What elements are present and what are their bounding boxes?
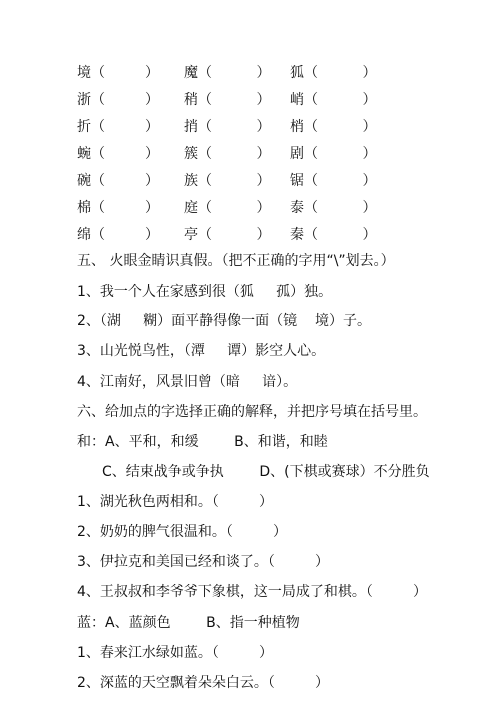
char-cell: 狐（ ） <box>290 65 377 81</box>
section-5-item: 2、（湖 糊）面平静得像一面（镜 境）子。 <box>77 313 371 329</box>
char-cell: 绵（ ） <box>77 227 160 243</box>
he-question: 2、奶奶的脾气很温和。（ ） <box>77 524 287 540</box>
char-cell: 庭（ ） <box>184 200 271 216</box>
char-cell: 梢（ ） <box>290 119 377 135</box>
char-cell: 蜿（ ） <box>77 146 160 162</box>
section-6-heading: 六、给加点的字选择正确的解释，并把序号填在括号里。 <box>77 404 427 420</box>
section-5-item: 1、我一个人在家感到很（狐 孤）独。 <box>77 284 333 300</box>
he-definitions-line: C、结束战争或争执 D、(下棋或赛球）不分胜负 <box>102 464 430 480</box>
char-cell: 捎（ ） <box>184 119 271 135</box>
char-cell: 亭（ ） <box>184 227 271 243</box>
char-cell: 境（ ） <box>77 65 160 81</box>
char-row <box>0 224 500 246</box>
char-cell: 棉（ ） <box>77 200 160 216</box>
char-cell: 折（ ） <box>77 119 160 135</box>
section-5-item: 4、江南好，风景旧曾（暗 谙）。 <box>77 374 298 390</box>
char-cell: 剧（ ） <box>290 146 377 162</box>
char-cell: 族（ ） <box>184 173 271 189</box>
char-cell: 泰（ ） <box>290 200 377 216</box>
he-definitions-line: 和：A、平和，和缓 B、和谐，和睦 <box>77 434 328 450</box>
he-question: 1、湖光秋色两相和。（ ） <box>77 494 273 510</box>
section-5-item: 3、山光悦鸟性，（潭 谭）影空人心。 <box>77 343 326 359</box>
char-cell: 簇（ ） <box>184 146 271 162</box>
char-cell: 浙（ ） <box>77 92 160 108</box>
he-question: 4、王叔叔和李爷爷下象棋，这一局成了和棋。（ ） <box>77 584 427 600</box>
char-row <box>0 89 500 111</box>
char-row <box>0 62 500 84</box>
he-question: 3、伊拉克和美国已经和谈了。（ ） <box>77 554 329 570</box>
char-row <box>0 116 500 138</box>
section-5-heading: 五、 火眼金睛识真假。（把不正确的字用“\”划去。） <box>77 253 395 269</box>
lan-definitions-line: 蓝：A、蓝颜色 B、指一种植物 <box>77 615 300 631</box>
char-cell: 锯（ ） <box>290 173 377 189</box>
char-cell: 稍（ ） <box>184 92 271 108</box>
char-cell: 峭（ ） <box>290 92 377 108</box>
char-cell: 碗（ ） <box>77 173 160 189</box>
char-row <box>0 143 500 165</box>
char-cell: 秦（ ） <box>290 227 377 243</box>
lan-question: 2、深蓝的天空飘着朵朵白云。（ ） <box>77 675 329 691</box>
char-cell: 魔（ ） <box>184 65 271 81</box>
char-row <box>0 197 500 219</box>
lan-question: 1、春来江水绿如蓝。（ ） <box>77 645 273 661</box>
char-row <box>0 170 500 192</box>
